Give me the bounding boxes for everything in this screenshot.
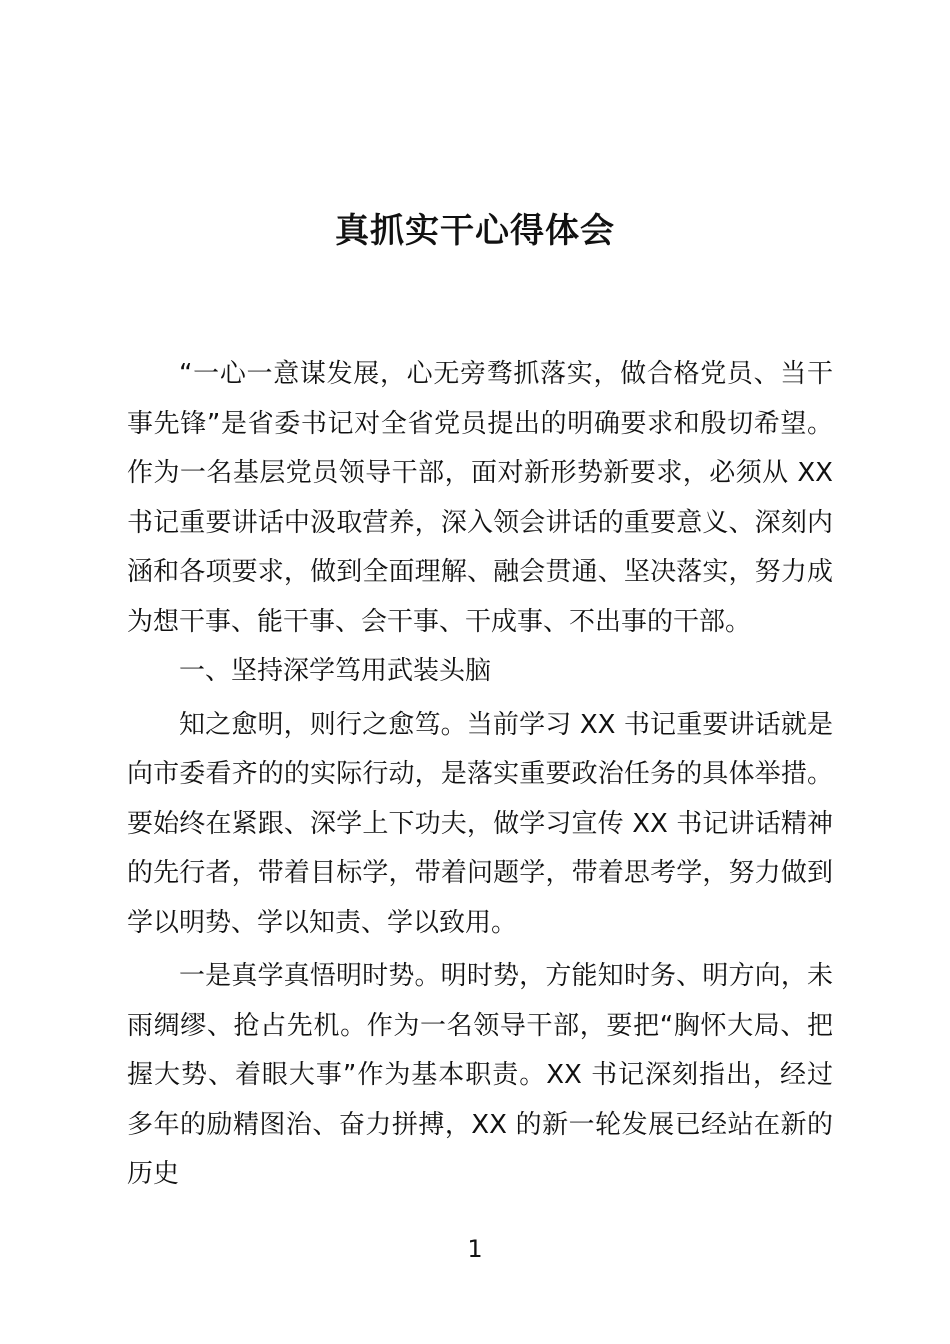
page-number: 1 [467,1235,483,1263]
body-paragraph: “一心一意谋发展，心无旁骛抓落实，做合格党员、当干事先锋”是省委书记对全省党员提出的明确要求和殷切希望。作为一名基层党员领导干部，面对新形势新要求，必须从 XX 书记重要讲话中汲取营养，深入领会讲话的重要意义、深刻内涵和各项要求，做到全面理解、融会贯通、坚决落实，努力成为想干事、能干事、会干事、干成事、不出事的干部。 [127,359,833,637]
document-title: 真抓实干心得体会 [335,211,615,251]
document-body [127,350,833,1200]
body-paragraph: 一是真学真悟明时势。明时势，方能知时务、明方向，未雨绸缪、抢占先机。作为一名领导干部，要把“胸怀大局、把握大势、着眼大事”作为基本职责。XX 书记深刻指出，经过多年的励精图治、奋力拼搏，XX 的新一轮发展已经站在新的历史 [127,961,833,1189]
body-paragraph: 知之愈明，则行之愈笃。当前学习 XX 书记重要讲话就是向市委看齐的的实际行动，是落实重要政治任务的具体举措。要始终在紧跟、深学上下功夫，做学习宣传 XX 书记讲话精神的先行者，带着目标学，带着问题学，带着思考学，努力做到学以明势、学以知责、学以致用。 [127,709,833,938]
section-heading: 一、坚持深学笃用武装头脑 [179,656,492,686]
